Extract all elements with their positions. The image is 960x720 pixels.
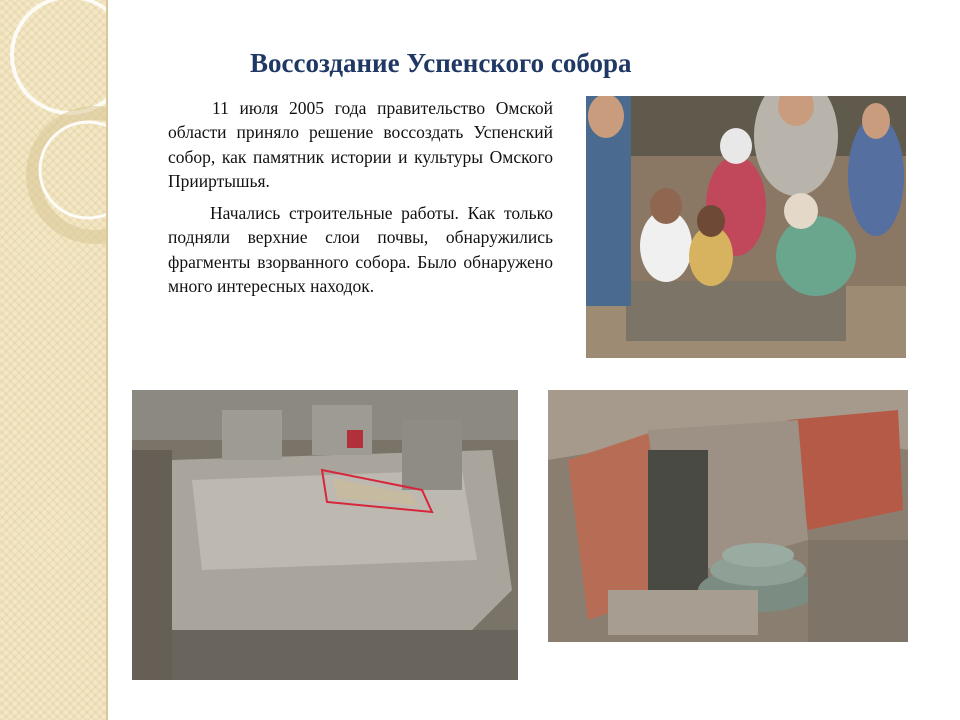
paragraph-construction: Начались строительные работы. Как только подняли верхние слои почвы, обнаружились фрагменты взорванного собора. Было обнаружено много интересных находок.: [168, 203, 553, 297]
slide-text: [168, 96, 553, 306]
photo-foundation-excavation: [132, 390, 518, 680]
photo-artifact-fragment: [548, 390, 908, 642]
photo-children-excavation: [586, 96, 906, 358]
slide-title: Воссоздание Успенского собора: [250, 48, 632, 78]
decorative-circles: [0, 0, 106, 720]
decorative-side-strip: [0, 0, 106, 720]
paragraph-decision: 11 июля 2005 года правительство Омской области приняло решение воссоздать Успенский собор, как памятник истории и культуры Омского Прииртышья.: [168, 98, 553, 191]
strip-divider: [106, 0, 108, 720]
